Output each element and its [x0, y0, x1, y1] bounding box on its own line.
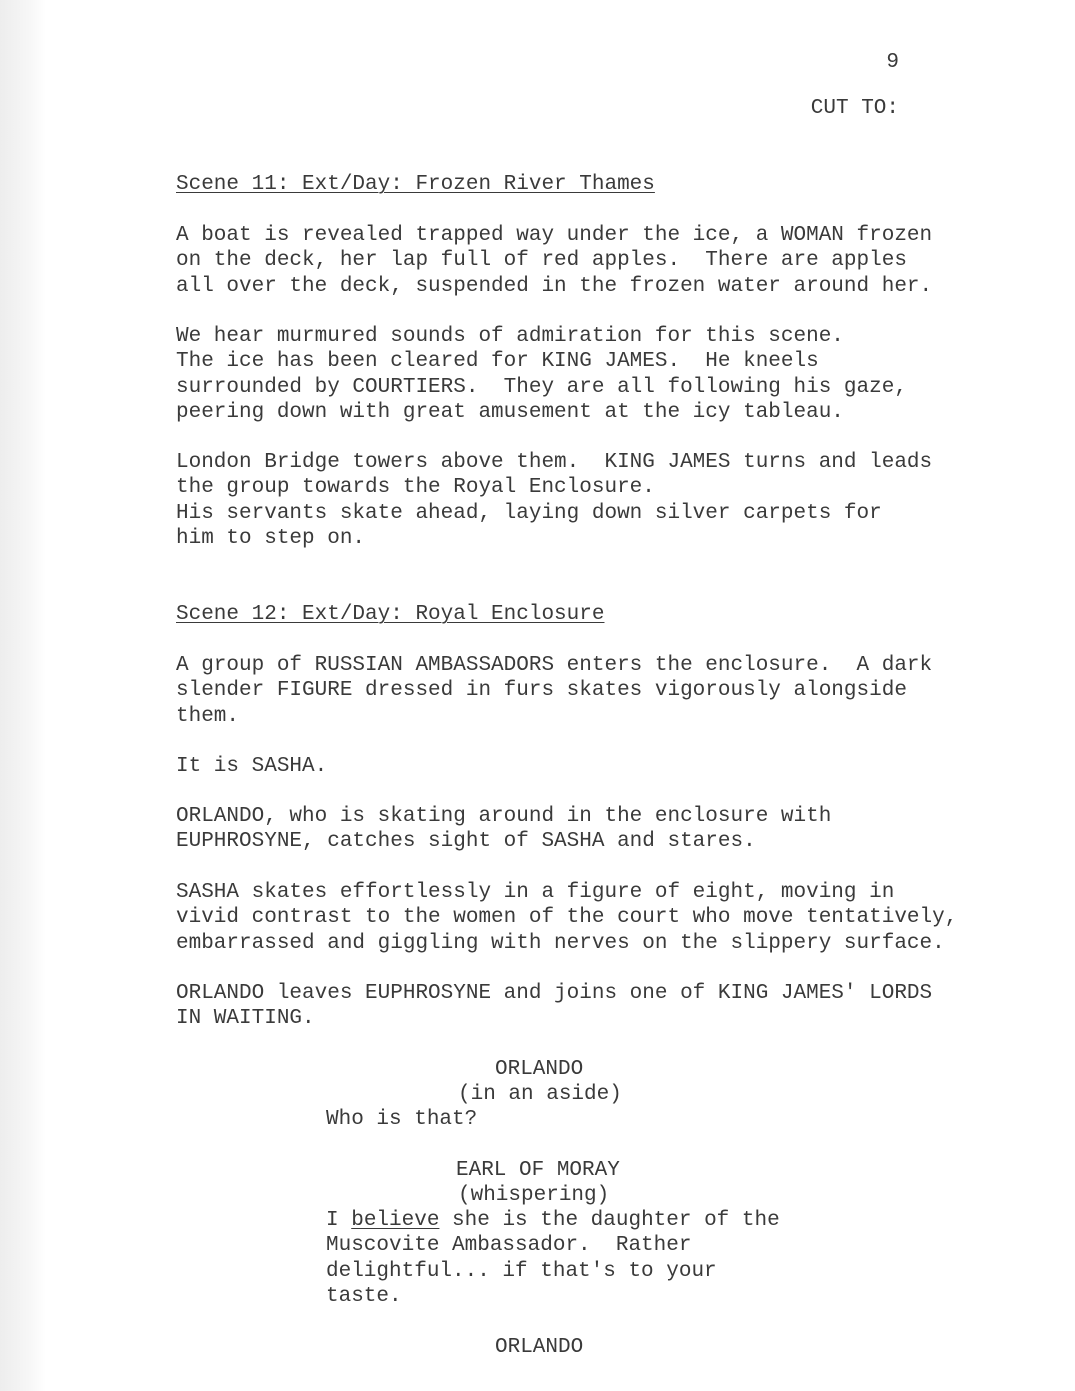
scene-11-heading: Scene 11: Ext/Day: Frozen River Thames [176, 173, 655, 196]
transition-cut-to: CUT TO: [810, 97, 899, 120]
scene-11-action-2: We hear murmured sounds of admiration for this scene. The ice has been cleared for KING JAMES. He kneels surrounded by COURTIERS. They are all following his gaze, peering down with great amusement at the icy tableau. [176, 325, 907, 424]
parenthetical-whispering: (whispering) [458, 1184, 610, 1207]
character-cue-earl-of-moray: EARL OF MORAY [456, 1159, 620, 1182]
scene-12-action-2: It is SASHA. [176, 755, 328, 778]
scene-12-heading: Scene 12: Ext/Day: Royal Enclosure [176, 603, 605, 626]
page-number: 9 [886, 51, 899, 74]
dialogue-prefix: I [326, 1209, 352, 1232]
scene-12-action-4: SASHA skates effortlessly in a figure of eight, moving in vivid contrast to the women of the court who move tentatively, embarrassed and giggling with nerves on the slippery surface. [176, 881, 958, 955]
dialogue-emphasis: believe [351, 1209, 440, 1232]
parenthetical-aside: (in an aside) [458, 1083, 622, 1106]
character-cue-orlando: ORLANDO [495, 1058, 584, 1081]
scene-11-action-3: London Bridge towers above them. KING JAMES turns and leads the group towards the Royal Enclosure. His servants skate ahead, laying down silver carpets for him to step on. [176, 451, 933, 550]
character-cue-orlando-2: ORLANDO [495, 1336, 584, 1359]
dialogue-orlando: Who is that? [326, 1108, 478, 1131]
dialogue-earl-of-moray [326, 1208, 780, 1309]
scene-11-action-1: A boat is revealed trapped way under the ice, a WOMAN frozen on the deck, her lap full of red apples. There are apples all over the deck, suspended in the frozen water around her. [176, 224, 933, 298]
scene-12-action-1: A group of RUSSIAN AMBASSADORS enters the enclosure. A dark slender FIGURE dressed in furs skates vigorously alongside them. [176, 654, 933, 728]
scene-12-action-3: ORLANDO, who is skating around in the enclosure with EUPHROSYNE, catches sight of SASHA and stares. [176, 805, 832, 854]
dialogue-rest: she is the daughter of the Muscovite Ambassador. Rather delightful... if that's to your taste. [326, 1209, 780, 1308]
scene-12-action-5: ORLANDO leaves EUPHROSYNE and joins one of KING JAMES' LORDS IN WAITING. [176, 982, 933, 1031]
